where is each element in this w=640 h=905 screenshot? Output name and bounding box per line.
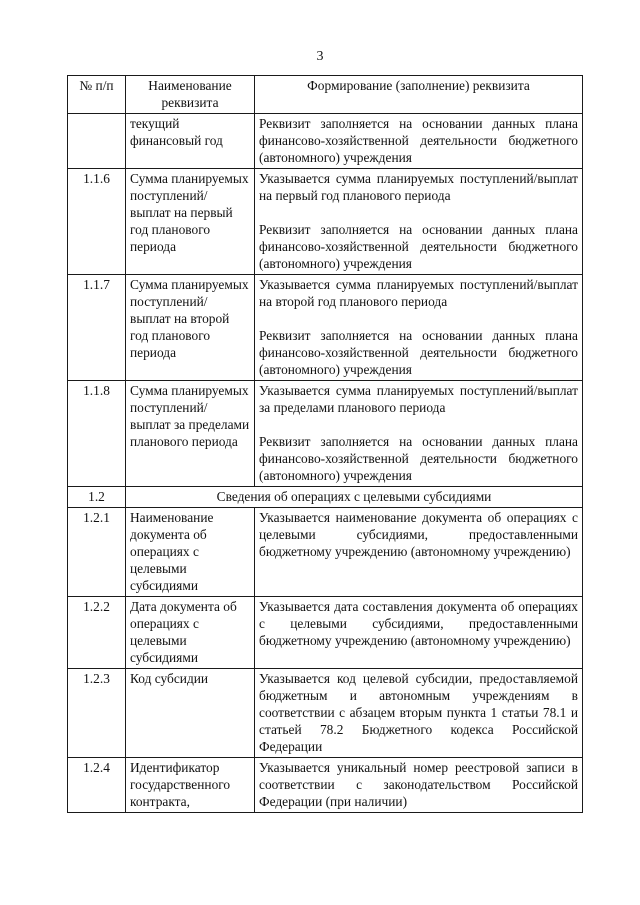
requisite-formation: [255, 758, 583, 813]
formation-paragraph: Реквизит заполняется на основании данных плана финансово-хозяйственной деятельности бюджетного (автономного) учреждения: [259, 116, 578, 165]
table-row: [68, 381, 583, 487]
requisite-name: Идентификатор государственного контракта,: [126, 758, 255, 813]
table-header-row: [68, 76, 583, 114]
requisite-formation: [255, 669, 583, 758]
requisite-name: Сумма планируемых поступлений/ выплат на первый год планового периода: [126, 169, 255, 275]
page-number: 3: [316, 49, 324, 64]
requisites-table: [67, 75, 583, 813]
row-number: 1.2.3: [68, 669, 126, 758]
row-number: 1.1.8: [68, 381, 126, 487]
header-num: № п/п: [68, 76, 126, 114]
requisite-name: Наименование документа об операциях с целевыми субсидиями: [126, 508, 255, 597]
row-number: 1.2.2: [68, 597, 126, 669]
row-number: 1.2.4: [68, 758, 126, 813]
requisite-formation: [255, 169, 583, 275]
row-number: 1.2.1: [68, 508, 126, 597]
formation-paragraph: Указывается код целевой субсидии, предоставляемой бюджетным и автономным учреждениям в соответствии с абзацем вторым пункта 1 статьи 78.1 и статьей 78.2 Бюджетного кодекса Российской Федерации: [259, 671, 578, 754]
formation-paragraph: Указывается дата составления документа об операциях с целевыми субсидиями, предоставленными бюджетному учреждению (автономному учреждению): [259, 599, 578, 648]
table-row: [68, 114, 583, 169]
section-num: 1.2: [68, 487, 126, 508]
formation-paragraph: Указывается сумма планируемых поступлений/выплат на первый год планового периода: [259, 171, 578, 203]
table-row: [68, 508, 583, 597]
requisite-name: Сумма планируемых поступлений/ выплат на второй год планового периода: [126, 275, 255, 381]
formation-paragraph: Реквизит заполняется на основании данных плана финансово-хозяйственной деятельности бюджетного (автономного) учреждения: [259, 434, 578, 483]
formation-paragraph: Реквизит заполняется на основании данных плана финансово-хозяйственной деятельности бюджетного (автономного) учреждения: [259, 328, 578, 377]
requisite-formation: [255, 275, 583, 381]
header-name: Наименование реквизита: [126, 76, 255, 114]
section-row: [68, 487, 583, 508]
header-formation: Формирование (заполнение) реквизита: [255, 76, 583, 114]
requisite-formation: [255, 114, 583, 169]
table-row: [68, 169, 583, 275]
row-number: [68, 114, 126, 169]
requisite-formation: [255, 381, 583, 487]
requisite-name: Код субсидии: [126, 669, 255, 758]
row-number: 1.1.6: [68, 169, 126, 275]
row-number: 1.1.7: [68, 275, 126, 381]
formation-paragraph: Указывается наименование документа об операциях с целевыми субсидиями, предоставленными бюджетному учреждению (автономному учреждению): [259, 510, 578, 559]
formation-paragraph: Указывается сумма планируемых поступлений/выплат на второй год планового периода: [259, 277, 578, 309]
table-row: [68, 597, 583, 669]
section-title: Сведения об операциях с целевыми субсидиями: [126, 487, 583, 508]
requisite-formation: [255, 508, 583, 597]
requisite-name: текущий финансовый год: [126, 114, 255, 169]
table-row: [68, 275, 583, 381]
table-row: [68, 669, 583, 758]
formation-paragraph: Реквизит заполняется на основании данных плана финансово-хозяйственной деятельности бюджетного (автономного) учреждения: [259, 222, 578, 271]
requisite-name: Дата документа об операциях с целевыми субсидиями: [126, 597, 255, 669]
requisite-name: Сумма планируемых поступлений/ выплат за пределами планового периода: [126, 381, 255, 487]
requisite-formation: [255, 597, 583, 669]
table-row: [68, 758, 583, 813]
formation-paragraph: Указывается сумма планируемых поступлений/выплат за пределами планового периода: [259, 383, 578, 415]
formation-paragraph: Указывается уникальный номер реестровой записи в соответствии с законодательством Российской Федерации (при наличии): [259, 760, 578, 809]
